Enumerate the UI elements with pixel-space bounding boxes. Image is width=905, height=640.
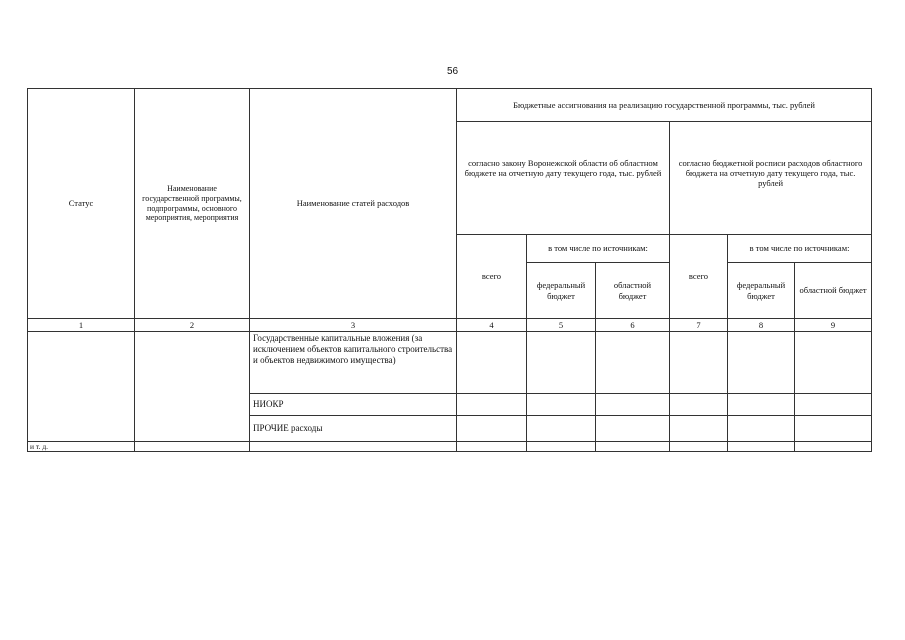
law-regional-cell: [596, 416, 670, 442]
schedule-total-cell: [670, 394, 728, 416]
header-status: Статус: [28, 89, 135, 319]
empty-cell: [795, 442, 872, 452]
header-allocations: Бюджетные ассигнования на реализацию государственной программы, тыс. рублей: [457, 89, 872, 122]
program-name-cell: [135, 332, 250, 442]
law-regional-cell: [596, 332, 670, 394]
empty-cell: [527, 442, 596, 452]
header-schedule-total: всего: [670, 235, 728, 319]
schedule-regional-cell: [795, 394, 872, 416]
law-total-cell: [457, 332, 527, 394]
schedule-regional-cell: [795, 332, 872, 394]
schedule-total-cell: [670, 332, 728, 394]
column-number: 1: [28, 319, 135, 332]
column-number: 3: [250, 319, 457, 332]
header-by-schedule: согласно бюджетной росписи расходов областного бюджета на отчетную дату текущего года, тыс. рублей: [670, 122, 872, 235]
schedule-total-cell: [670, 416, 728, 442]
table-row: [28, 332, 872, 394]
header-schedule-federal: федеральный бюджет: [728, 263, 795, 319]
schedule-regional-cell: [795, 416, 872, 442]
column-number: 8: [728, 319, 795, 332]
etc-cell: и т. д.: [28, 442, 135, 452]
empty-cell: [670, 442, 728, 452]
schedule-federal-cell: [728, 394, 795, 416]
header-row-1: [28, 89, 872, 122]
page-number: 56: [446, 66, 459, 77]
column-number: 2: [135, 319, 250, 332]
expense-item-capital-investments: Государственные капитальные вложения (за исключением объектов капитального строительства и объектов недвижимого имущества): [250, 332, 457, 394]
law-total-cell: [457, 416, 527, 442]
column-number: 4: [457, 319, 527, 332]
empty-cell: [728, 442, 795, 452]
empty-cell: [457, 442, 527, 452]
header-law-total: всего: [457, 235, 527, 319]
header-law-federal: федеральный бюджет: [527, 263, 596, 319]
header-by-law: согласно закону Воронежской области об областном бюджете на отчетную дату текущего года, тыс. рублей: [457, 122, 670, 235]
law-federal-cell: [527, 332, 596, 394]
schedule-federal-cell: [728, 416, 795, 442]
schedule-federal-cell: [728, 332, 795, 394]
empty-cell: [250, 442, 457, 452]
empty-cell: [596, 442, 670, 452]
table-row: [28, 442, 872, 452]
header-expense-items: Наименование статей расходов: [250, 89, 457, 319]
header-law-by-sources: в том числе по источникам:: [527, 235, 670, 263]
law-total-cell: [457, 394, 527, 416]
column-number: 9: [795, 319, 872, 332]
column-number: 6: [596, 319, 670, 332]
empty-cell: [135, 442, 250, 452]
budget-allocations-table: [27, 88, 872, 452]
header-schedule-regional: областной бюджет: [795, 263, 872, 319]
law-federal-cell: [527, 394, 596, 416]
header-program-name: Наименование государственной программы, подпрограммы, основного мероприятия, мероприятия: [135, 89, 250, 319]
column-number: 5: [527, 319, 596, 332]
status-cell: [28, 332, 135, 442]
header-law-regional: областной бюджет: [596, 263, 670, 319]
expense-item-other: ПРОЧИЕ расходы: [250, 416, 457, 442]
law-regional-cell: [596, 394, 670, 416]
expense-item-niokr: НИОКР: [250, 394, 457, 416]
column-number: 7: [670, 319, 728, 332]
column-numbers-row: [28, 319, 872, 332]
law-federal-cell: [527, 416, 596, 442]
header-schedule-by-sources: в том числе по источникам:: [728, 235, 872, 263]
